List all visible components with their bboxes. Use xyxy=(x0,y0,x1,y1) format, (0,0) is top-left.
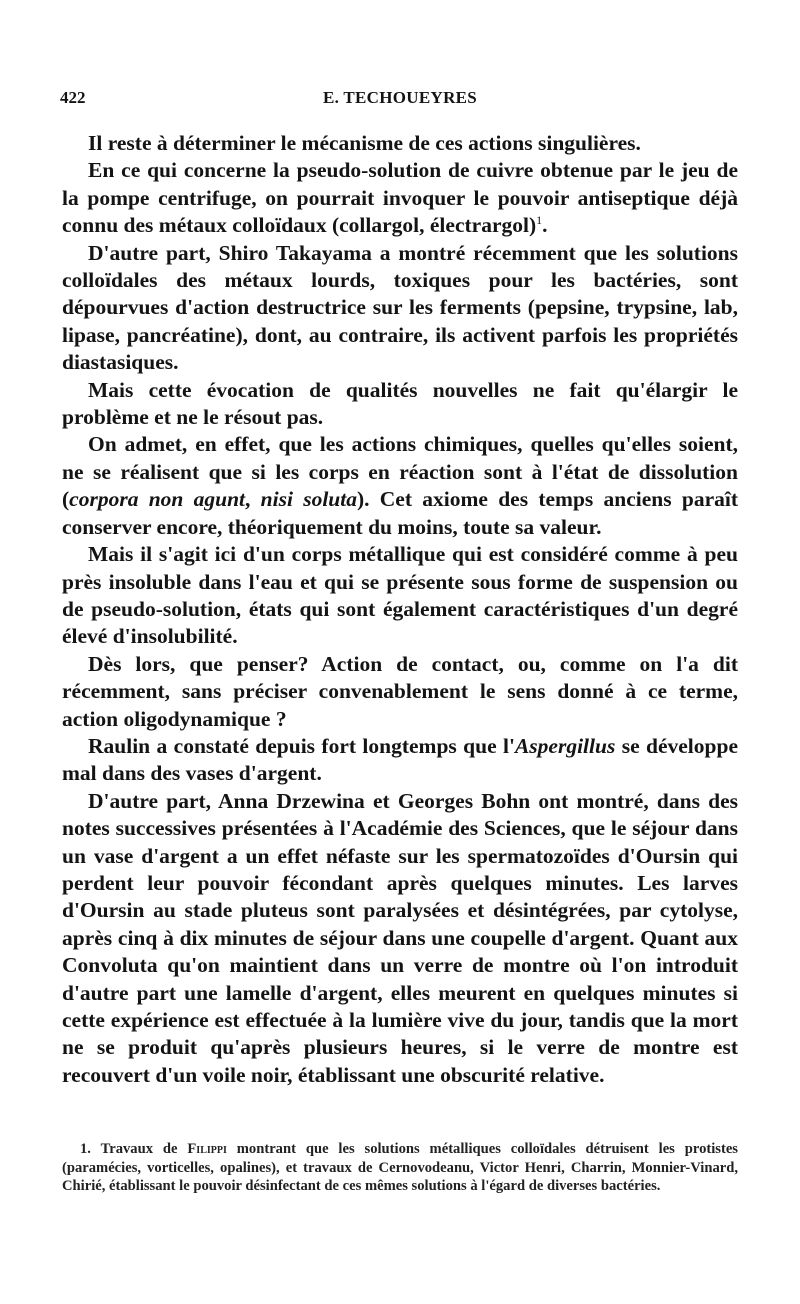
genus-name: Aspergillus xyxy=(514,733,616,758)
paragraph-text-end: ). Cet axiome des temps anciens paraît conserver encore, théoriquement du moins, toute sa valeur. xyxy=(62,487,739,539)
paragraph-text: On admet, en effet, que les actions chimiques, quelles qu'elles soient, ne se réalisent que si les corps en réaction sont à l'état de dissolution ( xyxy=(62,432,738,512)
paragraph-2 xyxy=(62,157,738,239)
paragraph-4 xyxy=(62,377,738,432)
footnote-marker[interactable]: 1 xyxy=(536,213,543,228)
paragraph-text: D'autre part, Shiro Takayama a montré récemment que les solutions colloïdales des métaux lourds, toxiques pour les bactéries, sont dépourvues d'action destructrice sur les ferments (pepsine, trypsine, lab, lipase, pancréatine), dont, au contraire, ils activent parfois les propriétés diastasiques. xyxy=(62,240,738,375)
paragraph-text: D'autre part, Anna Drzewina et Georges Bohn ont montré, dans des notes successives présentées à l'Académie des Sciences, que le séjour dans un vase d'argent a un effet néfaste sur les spermatozoïdes d'Oursin qui perdent leur pouvoir fécondant après quelques minutes. Les larves d'Oursin au stade pluteus sont paralysées et désintégrées, par cytolyse, après cinq à dix minutes de séjour dans une coupelle d'argent. Quant aux Convoluta qu'on maintient dans un verre de montre où l'on introduit d'autre part une lamelle d'argent, elles meurent en quelques minutes si cette expérience est effectuée à la lumière vive du jour, tandis que la mort ne se produit qu'après plusieurs heures, si le verre de montre est recouvert d'un voile noir, établissant une obscurité relative. xyxy=(62,788,738,1087)
paragraph-text-end: . xyxy=(542,213,548,238)
paragraph-text: Raulin a constaté depuis fort longtemps que l' xyxy=(88,733,515,758)
paragraph-text-end: se développe mal dans des vases d'argent. xyxy=(62,733,738,786)
running-head: E. TECHOUEYRES xyxy=(322,88,478,107)
footnote xyxy=(62,1140,738,1196)
paragraph-3 xyxy=(62,240,738,377)
footnote-number: 1. xyxy=(80,1141,91,1157)
paragraph-text-middle: , xyxy=(245,487,261,512)
paragraph-text: Dès lors, que penser? Action de contact, ou, comme on l'a dit récemment, sans préciser convenablement le sens donné à ce terme, action oligodynamique ? xyxy=(62,651,738,731)
paragraph-1 xyxy=(62,130,738,157)
paragraph-text: Mais cette évocation de qualités nouvelles ne fait qu'élargir le problème et ne le résout pas. xyxy=(62,377,738,430)
paragraph-6 xyxy=(62,541,738,651)
body-text xyxy=(62,130,738,1089)
paragraph-text: Il reste à déterminer le mécanisme de ces actions singulières. xyxy=(88,131,641,155)
latin-phrase: corpora non agunt xyxy=(69,487,246,512)
page-header xyxy=(60,88,740,114)
paragraph-text: Mais il s'agit ici d'un corps métallique qui est considéré comme à peu près insoluble dans l'eau et qui se présente sous forme de suspension ou de pseudo-solution, états qui sont également caractéristiques d'un degré élevé d'insolubilité. xyxy=(62,542,738,649)
footnote-author: Filippi xyxy=(187,1141,227,1157)
latin-phrase: nisi soluta xyxy=(260,487,357,512)
footnote-lead: Travaux de xyxy=(100,1141,178,1157)
paragraph-9 xyxy=(62,788,738,1089)
paragraph-text: En ce qui concerne la pseudo-solution de cuivre obtenue par le jeu de la pompe centrifuge, on pourrait invoquer le pouvoir antiseptique déjà connu des métaux colloïdaux (collargol, électrargol) xyxy=(62,158,738,238)
footnote-text: montrant que les solutions métalliques colloïdales détruisent les protistes (paramécies, vorticelles, opalines), et travaux de Cernovodeanu, Victor Henri, Charrin, Monnier-Vinard, Chirié, établissant le pouvoir désinfectant de ces mêmes solutions à l'égard de diverses bactéries. xyxy=(62,1141,738,1194)
page-number: 422 xyxy=(60,88,86,107)
paragraph-8 xyxy=(62,733,738,788)
paragraph-5 xyxy=(62,431,738,541)
paragraph-7 xyxy=(62,651,738,733)
